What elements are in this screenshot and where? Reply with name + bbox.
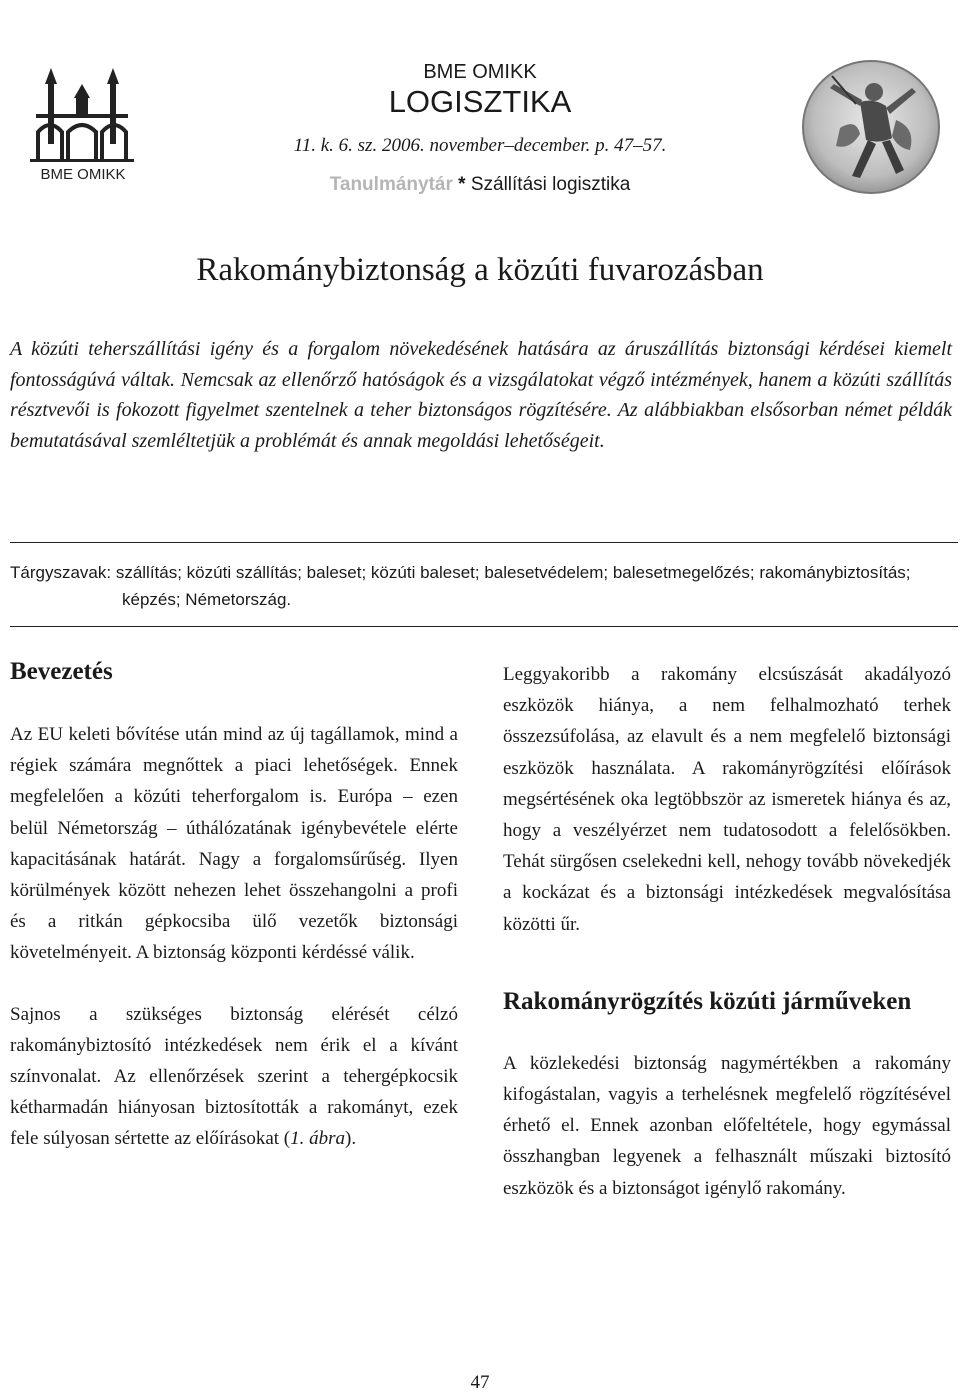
- omikk-logo: [28, 62, 136, 190]
- figure-reference[interactable]: 1. ábra: [290, 1128, 346, 1150]
- article-title: Rakománybiztonság a közúti fuvarozásban: [196, 252, 764, 288]
- paragraph: A közlekedési biztonság nagymértékben a rakomány kifogástalan, vagyis a terhelésnek megfelelő rögzítésével érhető el. Ennek azonban előfeltétele, hogy egymással összhangban legyenek a felhasznált műszaki biztosító eszközök és a biztonságot igénylő rakomány.: [503, 1052, 951, 1199]
- issue-citation: 11. k. 6. sz. 2006. november–december. p. 47–57.: [293, 135, 667, 156]
- divider-bottom: [10, 626, 958, 627]
- paragraph-text: Sajnos a szükséges biztonság elérését célzó rakománybiztosító intézkedések nem érik el a kívánt színvonalat. Az ellenőrzések szerint a tehergépkocsik kétharmadán hiányosan biztosították a rakományt, ezek fele súlyosan sértette az előírásokat (: [10, 1003, 458, 1150]
- divider-top: [10, 542, 958, 543]
- section-name: Szállítási logisztika: [470, 174, 631, 195]
- keywords-line-2: képzés; Németország.: [122, 590, 292, 609]
- keywords-line-1: szállítás; közúti szállítás; baleset; közúti baleset; balesetvédelem; balesetmegelőzés; rakománybiztosítás;: [115, 563, 911, 582]
- section-heading-introduction: Bevezetés: [10, 658, 113, 685]
- left-column: [10, 656, 458, 1155]
- paragraph-end: ).: [345, 1128, 357, 1150]
- section-line: [200, 174, 760, 196]
- journal-title: LOGISZTIKA: [388, 84, 572, 119]
- section-heading-cargo-securing: Rakományrögzítés közúti járműveken: [503, 987, 912, 1015]
- paragraph: Az EU keleti bővítése után mind az új tagállamok, mind a régiek számára megnőttek a piaci lehetőségek. Ennek megfelelően a közúti teherforgalom is. Európa – ezen belül Németország – úthálózatának igénybevétele elérte kapacitásának határát. Nagy a forgalomsűrűség. Ilyen körülmények között nehezen lehet összehangolni a profi és a ritkán gépkocsiba ülő vezetők biztonsági követelményeit. A biztonság központi kérdéssé válik.: [10, 724, 458, 964]
- paragraph: Leggyakoribb a rakomány elcsúszását akadályozó eszközök hiánya, a nem felhalmozható terhek összezsúfolása, az elavult és a nem megfelelő biztonsági eszközök használata. A rakományrögzítési előírások megsértésének oka legtöbbször az ismeretek hiánya és az, hogy a veszélyérzet nem tudatosodott a felelősökben. Tehát sürgősen cselekedni kell, nehogy tovább növekedjék a kockázat és a biztonsági intézkedések megvalósítása közötti űr.: [503, 664, 951, 935]
- right-column: [503, 659, 951, 1204]
- keywords: [10, 559, 956, 613]
- section-prefix: Tanulmánytár: [329, 174, 453, 195]
- header-organization: BME OMIKK: [423, 61, 537, 83]
- abstract: A közúti teherszállítási igény és a forgalom növekedésének hatására az áruszállítás biztonsági kérdései kiemelt fontosságúvá váltak. Nemcsak az ellenőrző hatóságok és a vizsgálatokat végző intézmények, hanem a közúti szállítás résztvevői is fokozott figyelmet szentelnek a teher biztonságos rögzítésére. Az alábbiakban elsősorban német példák bemutatásával szemléltetjük a problémát és annak megoldási lehetőségeit.: [10, 338, 952, 453]
- logo-caption: BME OMIKK: [40, 166, 126, 183]
- mythological-figure-icon: [800, 58, 942, 196]
- hermes-emblem: [800, 58, 942, 196]
- paragraph: [10, 999, 458, 1155]
- page-number: 47: [470, 1372, 490, 1393]
- section-separator: *: [458, 174, 466, 195]
- keywords-label: Tárgyszavak:: [10, 563, 112, 582]
